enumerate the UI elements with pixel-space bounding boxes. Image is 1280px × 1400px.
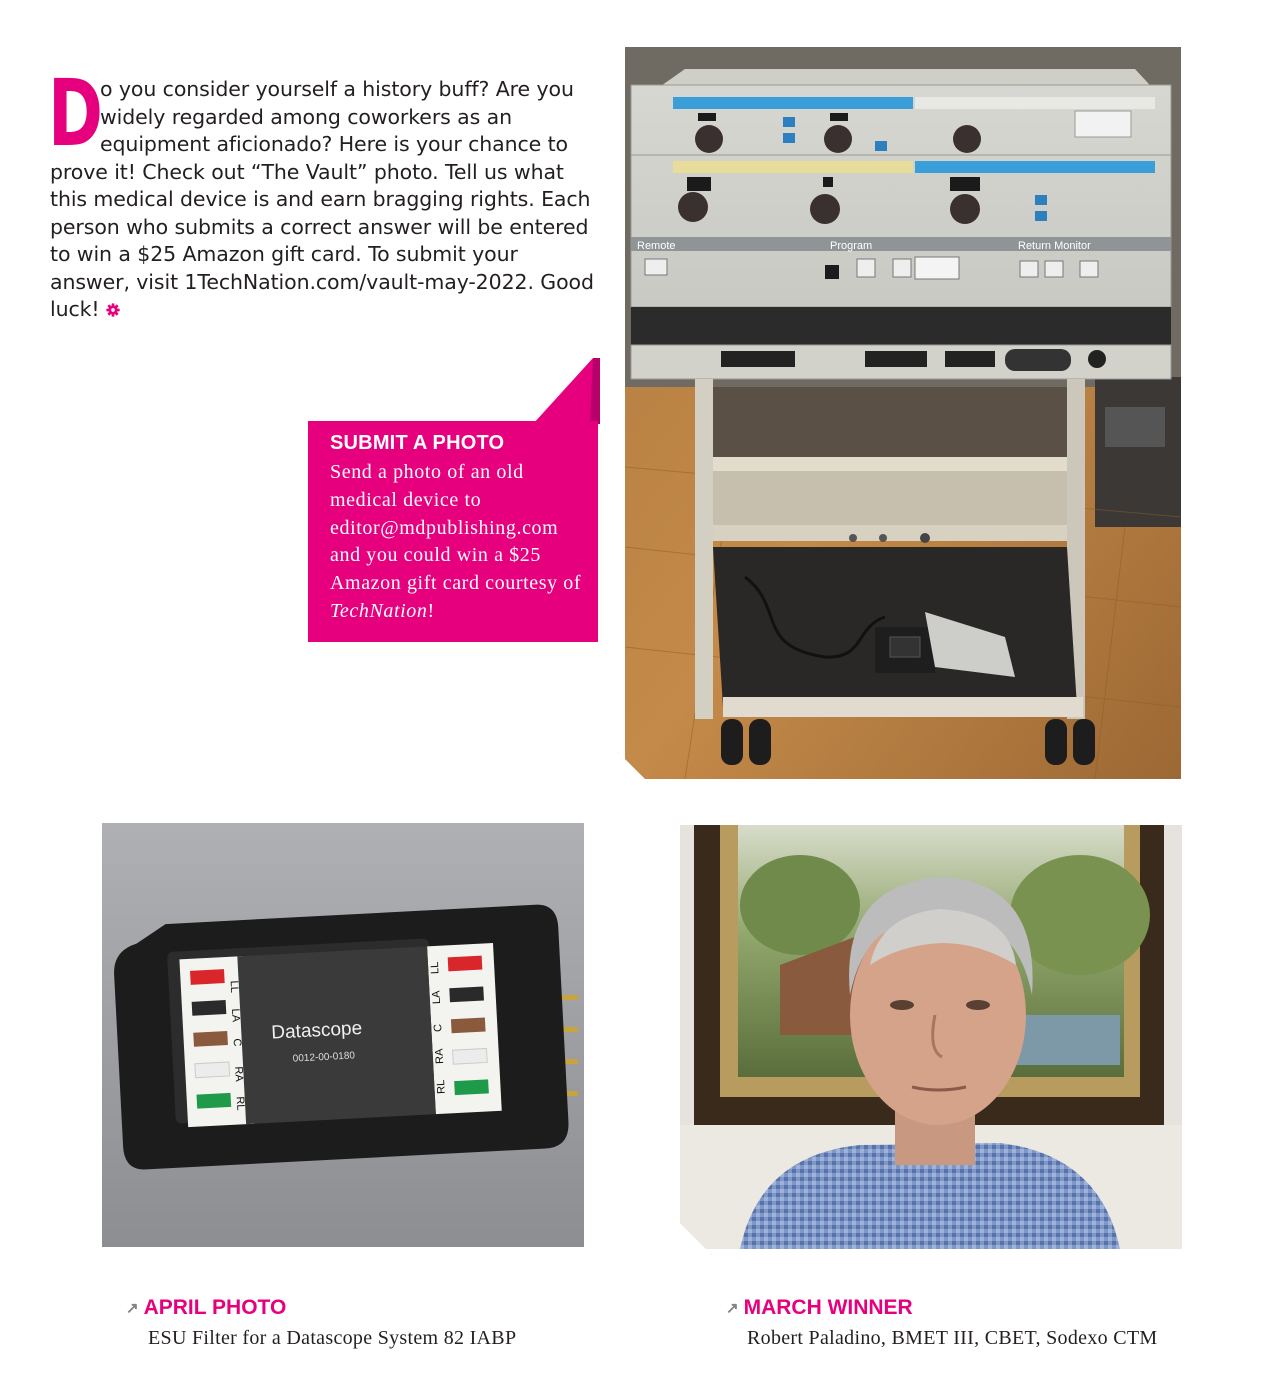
callout-body [330, 459, 592, 626]
lead-label-ll-left: LL [227, 980, 241, 994]
callout-end: ! [427, 599, 435, 622]
vault-photo [618, 40, 1188, 782]
lead-label-la-left: LA [229, 1008, 242, 1023]
callout-text: Send a photo of an old medical device to editor@mdpublishing.com and you could win a $25 Amazon gift card courtesy of [330, 461, 582, 595]
callout-pointer [530, 358, 600, 424]
vault-device-illustration [625, 47, 1181, 779]
part-number: 0012-00-0180 [292, 1050, 356, 1065]
lead-label-ll-right: LL [428, 961, 442, 975]
lead-label-rl-right: RL [435, 1079, 448, 1095]
lead-label-rl-left: RL [233, 1096, 247, 1111]
march-winner-heading [726, 1296, 913, 1320]
arrow-up-right-icon: ↗ [126, 1300, 139, 1317]
intro-text: o you consider yourself a history buff? Are you widely regarded among coworkers as an equipment aficionado? Here is your chance to prove it! Check out “The Vault” photo. Tell us what this medical device is and earn bragging rights. Each person who submits a correct answer will be entered to win a $25 Amazon gift card. To submit your answer, visit 1TechNation.com/vault-may-2022. Good luck! [50, 77, 594, 321]
esu-filter-illustration [102, 823, 584, 1247]
april-photo [96, 817, 590, 1253]
april-heading-text: APRIL PHOTO [143, 1296, 287, 1319]
intro-paragraph [48, 60, 598, 324]
panel-label-program: Program [830, 240, 873, 252]
brand-label: Datascope [270, 1017, 363, 1044]
lead-label-c-left: C [230, 1038, 244, 1047]
arrow-up-right-icon: ↗ [726, 1300, 739, 1317]
april-photo-caption: ESU Filter for a Datascope System 82 IABP [148, 1327, 517, 1349]
callout-title: SUBMIT A PHOTO [330, 432, 505, 454]
gear-icon [106, 303, 120, 317]
april-photo-heading [126, 1296, 286, 1320]
lead-label-ra-right: RA [433, 1048, 447, 1065]
march-heading-text: MARCH WINNER [743, 1296, 913, 1319]
panel-label-remote: Remote [637, 240, 676, 252]
lead-label-la-right: LA [430, 990, 444, 1005]
drop-cap: D [48, 60, 103, 167]
lead-label-ra-left: RA [232, 1066, 245, 1083]
winner-portrait-illustration [680, 825, 1182, 1249]
march-winner-caption: Robert Paladino, BMET III, CBET, Sodexo CTM [747, 1327, 1158, 1349]
panel-label-return-monitor: Return Monitor [1018, 240, 1091, 252]
march-winner-photo [674, 819, 1188, 1255]
submit-photo-callout [308, 421, 598, 642]
lead-label-c-right: C [432, 1023, 445, 1033]
magazine-name: TechNation [330, 599, 428, 622]
